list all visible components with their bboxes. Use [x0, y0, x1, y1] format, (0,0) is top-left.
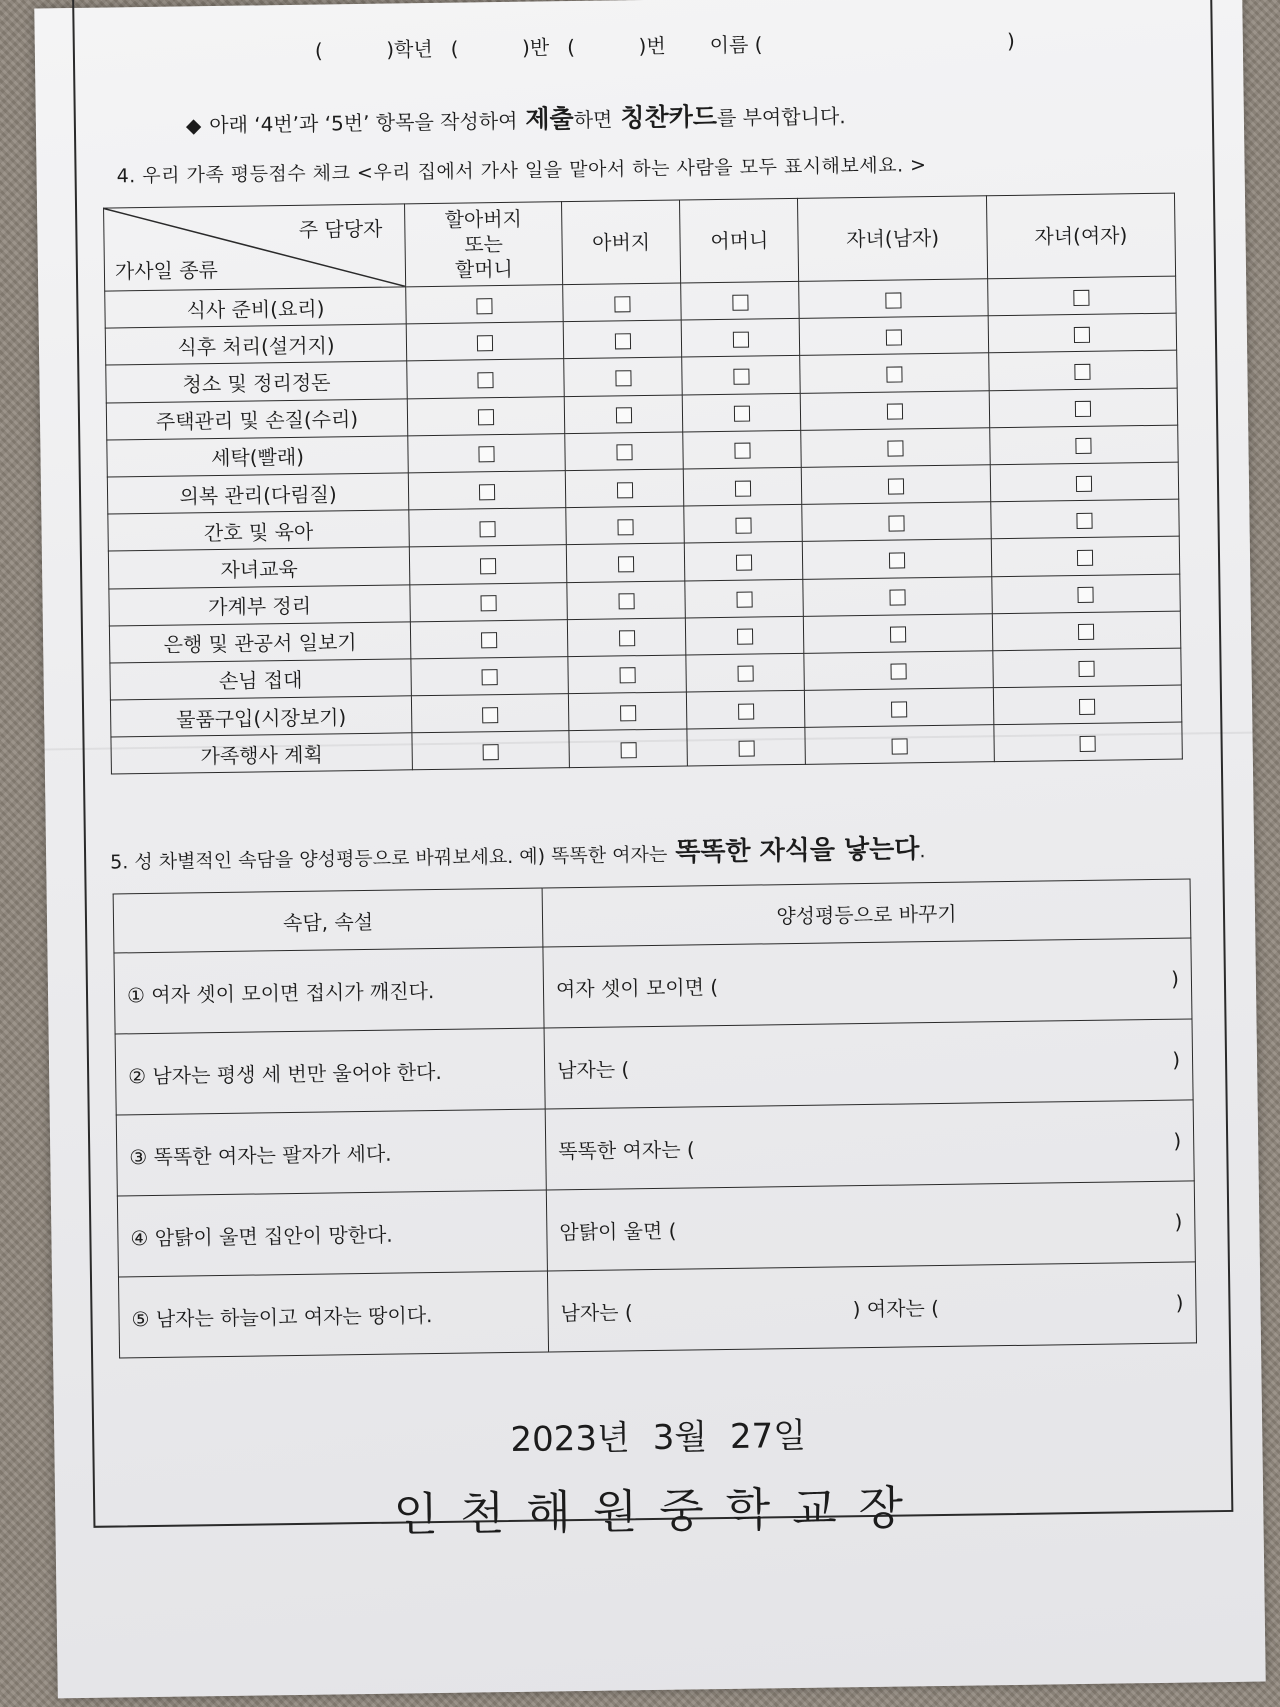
- checkbox-cell: [801, 427, 990, 467]
- checkbox[interactable]: [483, 744, 499, 760]
- proverb-answer[interactable]: [558, 1126, 1181, 1164]
- checkbox[interactable]: [1075, 364, 1091, 380]
- checkbox[interactable]: [615, 407, 631, 423]
- chore-col-label: 어머니: [710, 227, 769, 253]
- checkbox-cell: [568, 655, 687, 694]
- checkbox-cell: [567, 618, 686, 657]
- chore-col-header: [798, 196, 987, 282]
- grade-field[interactable]: ( )학년: [314, 36, 433, 63]
- checkbox-cell: [411, 657, 568, 696]
- checkbox[interactable]: [478, 446, 494, 462]
- checkbox-cell: [991, 536, 1180, 576]
- proverb-row: [114, 938, 1192, 1034]
- chore-table: [103, 193, 1183, 775]
- checkbox[interactable]: [738, 703, 754, 719]
- checkbox-cell: [566, 506, 685, 545]
- checkbox-cell: [409, 545, 566, 584]
- checkbox-cell: [410, 619, 567, 658]
- checkbox[interactable]: [1078, 624, 1094, 640]
- class-field[interactable]: ( )반: [450, 35, 550, 61]
- checkbox[interactable]: [616, 445, 632, 461]
- checkbox-cell: [804, 613, 993, 653]
- checkbox-cell: [686, 616, 805, 655]
- proverb-original: ⑤ 남자는 하늘이고 여자는 땅이다.: [118, 1271, 548, 1358]
- checkbox[interactable]: [1074, 327, 1090, 343]
- principal-signature: 인천해원중학교장: [393, 1480, 926, 1542]
- checkbox-cell: [684, 542, 803, 581]
- corner-header-cell: [104, 204, 406, 291]
- chore-col-header: [561, 200, 680, 285]
- checkbox-cell: [564, 395, 683, 434]
- checkbox[interactable]: [1074, 289, 1090, 305]
- checkbox[interactable]: [886, 329, 902, 345]
- checkbox-cell: [803, 539, 992, 579]
- checkbox-cell: [804, 651, 993, 691]
- checkbox-cell: [686, 653, 805, 692]
- proverb-original: ② 남자는 평생 세 번만 울어야 한다.: [115, 1028, 545, 1115]
- answer-close: ): [1170, 966, 1180, 991]
- checkbox[interactable]: [476, 298, 492, 314]
- corner-label-assignee: 주 담당자: [298, 216, 383, 242]
- checkbox[interactable]: [619, 630, 635, 646]
- chore-label: 손님 접대: [110, 659, 411, 700]
- checkbox-cell: [800, 353, 989, 393]
- answer-prefix: 여자 셋이 모이면 (: [555, 974, 719, 1001]
- proverb-table: [113, 878, 1197, 1358]
- checkbox-cell: [408, 471, 565, 510]
- chore-col-label: 아버지: [592, 229, 651, 255]
- checkbox-cell: [569, 729, 688, 768]
- checkbox-cell: [989, 425, 1178, 465]
- proverb-original: ① 여자 셋이 모이면 접시가 깨진다.: [114, 947, 544, 1034]
- chore-col-label: 할아버지 또는 할머니: [444, 206, 523, 282]
- chore-label: 의복 관리(다림질): [107, 473, 408, 514]
- checkbox[interactable]: [481, 632, 497, 648]
- checkbox-cell: [687, 728, 806, 767]
- chore-table-header: [104, 193, 1176, 291]
- checkbox[interactable]: [482, 670, 498, 686]
- checkbox[interactable]: [1080, 736, 1096, 752]
- checkbox-cell: [683, 430, 802, 469]
- checkbox-cell: [406, 322, 563, 361]
- checkbox[interactable]: [1076, 475, 1092, 491]
- checkbox[interactable]: [1077, 513, 1093, 529]
- chore-label: 자녀교육: [108, 547, 409, 588]
- answer-blank[interactable]: [676, 1222, 1174, 1229]
- checkbox[interactable]: [891, 664, 907, 680]
- notice-text-3: 를 부여합니다.: [716, 104, 846, 130]
- checkbox-cell: [802, 502, 991, 542]
- checkbox-cell: [989, 388, 1178, 428]
- answer-close: ): [1172, 1047, 1181, 1072]
- checkbox[interactable]: [620, 705, 636, 721]
- checkbox[interactable]: [1076, 438, 1092, 454]
- checkbox-cell: [990, 462, 1179, 502]
- checkbox-cell: [563, 283, 682, 322]
- section5-example-end: .: [919, 840, 926, 863]
- checkbox[interactable]: [738, 740, 754, 756]
- answer-blank[interactable]: [629, 1060, 1172, 1068]
- checkbox[interactable]: [887, 441, 903, 457]
- checkbox-cell: [683, 467, 802, 506]
- checkbox-cell: [993, 648, 1182, 688]
- section5-example-bold: 똑똑한 자식을 낳는다: [675, 834, 920, 868]
- proverb-original: ④ 암탉이 울면 집안이 망한다.: [117, 1190, 547, 1277]
- proverb-answer[interactable]: [556, 964, 1179, 1002]
- checkbox-cell: [682, 356, 801, 395]
- checkbox[interactable]: [614, 296, 630, 312]
- checkbox[interactable]: [477, 335, 493, 351]
- corner-label-chore: 가사일 종류: [114, 257, 219, 284]
- chore-label: 가계부 정리: [109, 584, 410, 625]
- checkbox-cell: [801, 390, 990, 430]
- checkbox[interactable]: [886, 366, 902, 382]
- checkbox-cell: [411, 694, 568, 733]
- checkbox[interactable]: [618, 556, 634, 572]
- checkbox[interactable]: [617, 519, 633, 535]
- answer-prefix: 남자는 (: [560, 1299, 633, 1325]
- chore-col-label: 자녀(남자): [846, 225, 940, 251]
- checkbox[interactable]: [889, 552, 905, 568]
- proverb-answer[interactable]: [560, 1288, 1183, 1326]
- checkbox[interactable]: [735, 517, 751, 533]
- proverb-row: [117, 1181, 1195, 1277]
- checkbox-cell: [684, 504, 803, 543]
- section5-title: 5. 성 차별적인 속담을 양성평등으로 바꿔보세요. 예) 똑똑한 여자는: [110, 843, 668, 874]
- checkbox-cell: [992, 611, 1181, 651]
- checkbox[interactable]: [736, 592, 752, 608]
- checkbox[interactable]: [1079, 698, 1095, 714]
- checkbox[interactable]: [478, 409, 494, 425]
- checkbox[interactable]: [734, 443, 750, 459]
- notice-text-2: 하면: [573, 107, 613, 132]
- checkbox[interactable]: [737, 666, 753, 682]
- checkbox-cell: [407, 396, 564, 435]
- proverb-answer[interactable]: [559, 1207, 1182, 1245]
- proverb-answer-cell[interactable]: [544, 1019, 1193, 1109]
- answer-blank[interactable]: [633, 1307, 853, 1310]
- checkbox-cell: [802, 465, 991, 505]
- checkbox-cell: [682, 393, 801, 432]
- checkbox[interactable]: [480, 558, 496, 574]
- number-field[interactable]: ( )번: [567, 33, 666, 60]
- checkbox-cell: [805, 725, 994, 765]
- checkbox[interactable]: [888, 478, 904, 494]
- checkbox[interactable]: [477, 372, 493, 388]
- checkbox[interactable]: [892, 738, 908, 754]
- worksheet-paper: [34, 0, 1265, 1698]
- checkbox-cell: [803, 576, 992, 616]
- checkbox-cell: [681, 319, 800, 358]
- checkbox-cell: [991, 574, 1180, 614]
- checkbox-cell: [566, 543, 685, 582]
- checkbox[interactable]: [619, 668, 635, 684]
- checkbox[interactable]: [479, 484, 495, 500]
- checkbox[interactable]: [733, 369, 749, 385]
- proverb-answer-cell[interactable]: [547, 1262, 1196, 1352]
- checkbox[interactable]: [617, 482, 633, 498]
- answer-close: ): [1174, 1209, 1183, 1234]
- proverb-answer-cell[interactable]: [545, 1100, 1194, 1190]
- checkbox-cell: [988, 313, 1177, 353]
- answer-close: ): [1173, 1128, 1182, 1153]
- checkbox-cell: [681, 281, 800, 320]
- proverb-row: [115, 1019, 1193, 1115]
- checkbox[interactable]: [1077, 550, 1093, 566]
- diamond-bullet-icon: ◆: [185, 113, 202, 138]
- chore-label: 식사 준비(요리): [105, 287, 406, 328]
- checkbox[interactable]: [891, 701, 907, 717]
- notice-text-1: 아래 ‘4번’과 ‘5번’ 항목을 작성하여: [209, 108, 518, 138]
- checkbox[interactable]: [735, 480, 751, 496]
- chore-col-header: [986, 193, 1175, 279]
- checkbox[interactable]: [614, 333, 630, 349]
- checkbox[interactable]: [1079, 661, 1095, 677]
- checkbox-cell: [987, 276, 1176, 316]
- proverb-answer-cell[interactable]: [546, 1181, 1195, 1271]
- answer-blank[interactable]: [939, 1303, 1176, 1306]
- checkbox-cell: [406, 285, 563, 324]
- checkbox-cell: [410, 582, 567, 621]
- proverb-row: [118, 1262, 1196, 1358]
- notice-bold-submit: 제출: [525, 103, 574, 134]
- answer-prefix: 남자는 (: [556, 1056, 630, 1082]
- checkbox-cell: [565, 469, 684, 508]
- checkbox[interactable]: [1075, 401, 1091, 417]
- chore-label: 물품구입(시장보기): [110, 696, 411, 737]
- proverb-answer-cell[interactable]: [543, 938, 1192, 1028]
- name-field[interactable]: 이름 (: [709, 32, 763, 58]
- chore-label: 식후 처리(설거지): [105, 324, 406, 365]
- answer-blank[interactable]: [695, 1141, 1174, 1148]
- notice-bold-card: 칭찬카드: [620, 101, 718, 133]
- checkbox[interactable]: [480, 595, 496, 611]
- chore-col-header: [405, 202, 563, 287]
- section4-title: 4. 우리 가족 평등점수 체크 <우리 집에서 가사 일을 맡아서 하는 사람을 모두 표시해보세요. >: [116, 154, 927, 188]
- checkbox-cell: [565, 432, 684, 471]
- answer-close: ): [1175, 1290, 1184, 1315]
- checkbox-cell: [407, 359, 564, 398]
- answer-prefix: 똑똑한 여자는 (: [558, 1136, 695, 1163]
- checkbox-cell: [568, 692, 687, 731]
- chore-label: 간호 및 육아: [108, 510, 409, 551]
- chore-label: 가족행사 계획: [111, 733, 412, 774]
- proverb-original: ③ 똑똑한 여자는 팔자가 세다.: [116, 1109, 546, 1196]
- proverb-row: [116, 1100, 1194, 1196]
- checkbox[interactable]: [1078, 587, 1094, 603]
- answer-blank[interactable]: [718, 979, 1171, 985]
- checkbox[interactable]: [736, 554, 752, 570]
- proverb-col-original: 속담, 속설: [113, 888, 543, 953]
- checkbox-cell: [994, 722, 1183, 762]
- proverb-answer[interactable]: [557, 1045, 1180, 1083]
- checkbox[interactable]: [888, 515, 904, 531]
- checkbox[interactable]: [737, 629, 753, 645]
- name-field-close: ): [1006, 28, 1015, 53]
- checkbox[interactable]: [615, 370, 631, 386]
- checkbox[interactable]: [620, 742, 636, 758]
- chore-col-label: 자녀(여자): [1034, 222, 1128, 249]
- checkbox[interactable]: [885, 292, 901, 308]
- checkbox-cell: [567, 580, 686, 619]
- answer-prefix: 암탉이 울면 (: [559, 1218, 677, 1244]
- chore-table-body: [105, 276, 1183, 774]
- checkbox-cell: [564, 357, 683, 396]
- proverb-col-answer: 양성평등으로 바꾸기: [542, 879, 1191, 947]
- checkbox-cell: [409, 508, 566, 547]
- checkbox[interactable]: [887, 404, 903, 420]
- answer-mid: ) 여자는 (: [852, 1295, 940, 1321]
- checkbox-cell: [563, 320, 682, 359]
- checkbox-cell: [799, 279, 988, 319]
- proverb-table-body: [114, 938, 1197, 1358]
- checkbox[interactable]: [618, 593, 634, 609]
- checkbox[interactable]: [890, 627, 906, 643]
- checkbox-cell: [988, 350, 1177, 390]
- chore-label: 주택관리 및 손질(수리): [106, 398, 407, 439]
- checkbox[interactable]: [732, 294, 748, 310]
- chore-label: 세탁(빨래): [107, 436, 408, 477]
- checkbox[interactable]: [733, 331, 749, 347]
- checkbox-cell: [805, 688, 994, 728]
- issue-date: 2023년 3월 27일: [510, 1415, 807, 1461]
- checkbox-cell: [408, 433, 565, 472]
- chore-col-header: [680, 198, 799, 283]
- chore-label: 은행 및 관공서 일보기: [109, 622, 410, 663]
- checkbox-cell: [687, 690, 806, 729]
- checkbox-cell: [800, 316, 989, 356]
- checkbox[interactable]: [479, 521, 495, 537]
- checkbox-cell: [685, 579, 804, 618]
- checkbox[interactable]: [890, 590, 906, 606]
- checkbox[interactable]: [734, 406, 750, 422]
- checkbox-cell: [993, 685, 1182, 725]
- chore-label: 청소 및 정리정돈: [106, 361, 407, 402]
- checkbox-cell: [990, 499, 1179, 539]
- checkbox[interactable]: [482, 707, 498, 723]
- checkbox-cell: [412, 731, 569, 770]
